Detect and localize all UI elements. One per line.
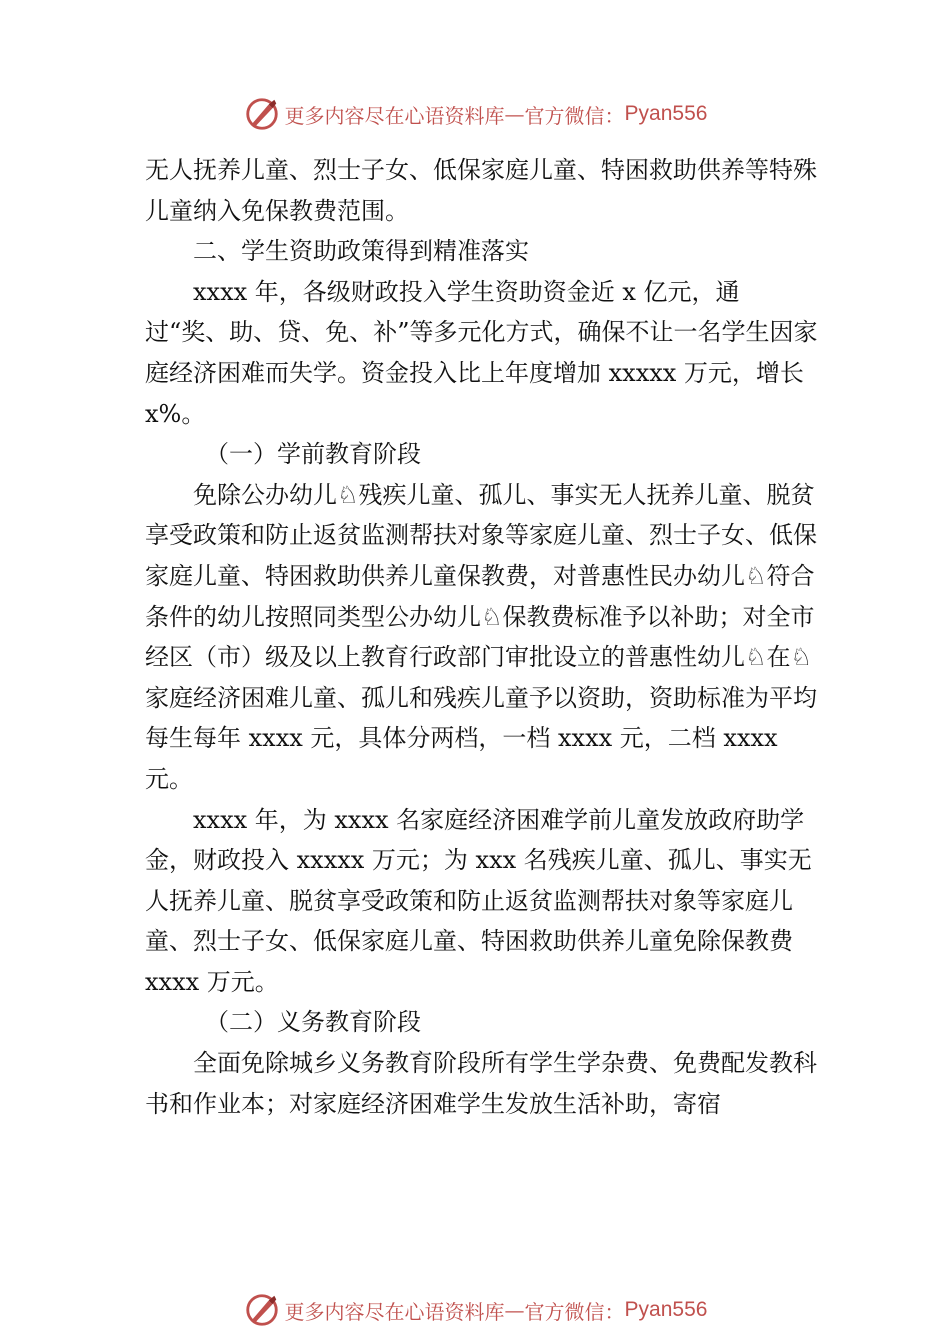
subsection-heading: （二）义务教育阶段 (205, 1008, 421, 1037)
watermark-brand: 更多内容尽在心语资料库 (284, 1299, 505, 1324)
paragraph: xxxx 年，为 xxxx 名家庭经济困难学前儿童发放政府助学金，财政投入 xxxxx 万元；为 xxx 名残疾儿童、孤儿、事实无人抚养儿童、脱贫享受政策和防止返贫监测帮扶对象等家庭儿童、烈士子女、低保家庭儿童、特困救助供养儿童免除保教费 xxxx 万元。 (145, 805, 812, 996)
document-body (145, 150, 820, 1124)
watermark-dash: — (504, 102, 525, 126)
pen-logo-icon (243, 95, 281, 133)
watermark-wechat-id: Pyan556 (624, 1298, 708, 1321)
section-heading: 二、学生资助政策得到精准落实 (193, 237, 529, 266)
paragraph: 无人抚养儿童、烈士子女、低保家庭儿童、特困救助供养等特殊儿童纳入免保教费范围。 (145, 156, 817, 225)
header-watermark (0, 92, 950, 136)
watermark-wechat-label: 官方微信： (524, 103, 625, 128)
pen-logo-icon (243, 1291, 281, 1329)
watermark-wechat-label: 官方微信： (524, 1299, 625, 1324)
watermark-dash: — (504, 1298, 525, 1322)
paragraph: xxxx 年，各级财政投入学生资助资金近 x 亿元，通过“奖、助、贷、免、补”等多元化方式，确保不让一名学生因家庭经济困难而失学。资金投入比上年度增加 xxxxx 万元，增长 x%。 (145, 277, 818, 428)
paragraph: 免除公办幼儿♘残疾儿童、孤儿、事实无人抚养儿童、脱贫享受政策和防止返贫监测帮扶对象等家庭儿童、烈士子女、低保家庭儿童、特困救助供养儿童保教费，对普惠性民办幼儿♘符合条件的幼儿按照同类型公办幼儿♘保教费标准予以补助；对全市经区（市）级及以上教育行政部门审批设立的普惠性幼儿♘在♘家庭经济困难儿童、孤儿和残疾儿童予以资助，资助标准为平均每生每年 xxxx 元，具体分两档，一档 xxxx 元，二档 xxxx 元。 (145, 480, 817, 793)
footer-watermark (0, 1288, 950, 1332)
subsection-heading: （一）学前教育阶段 (205, 440, 421, 469)
watermark-brand: 更多内容尽在心语资料库 (284, 103, 505, 128)
paragraph: 全面免除城乡义务教育阶段所有学生学杂费、免费配发教科书和作业本；对家庭经济困难学生发放生活补助，寄宿 (145, 1049, 817, 1118)
watermark-wechat-id: Pyan556 (624, 102, 708, 125)
